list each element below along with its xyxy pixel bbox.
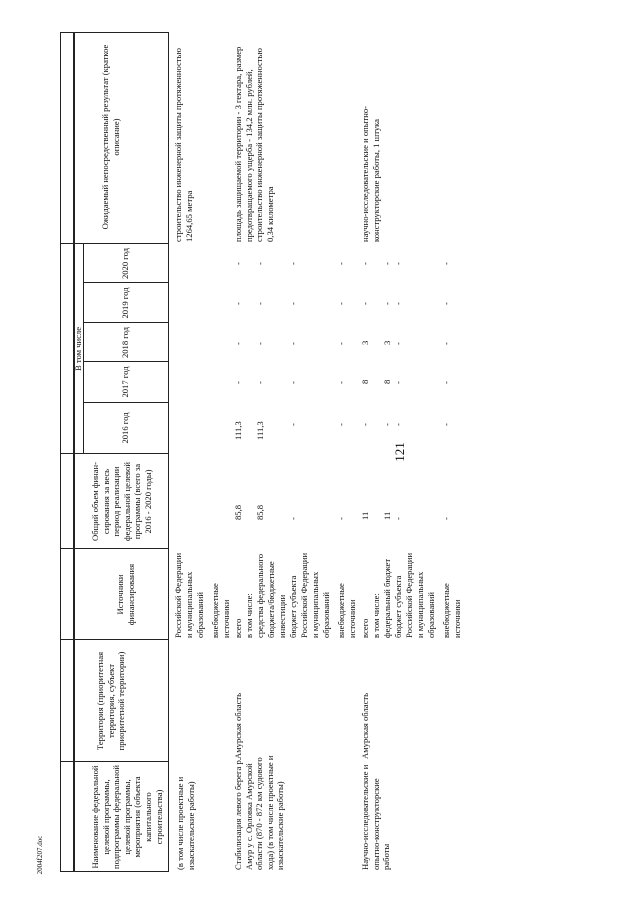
header-year-2017: 2017 год: [120, 366, 130, 398]
row3-territory: Амурская область: [360, 692, 370, 759]
row2-name: Стабилизация левого берега р. Амур у с. Орловка Амурской области (870 - 872 км судового хода) (в том числе проектные и изыскательские работы): [233, 755, 286, 870]
row1-result: строительство инженерной защиты протяженностью 1264,65 метра: [173, 48, 194, 242]
financing-table: Наименование федеральной целевой программы, подпрограммы федеральной целевой программы, мероприятия (объекта капитального строительства) Территория (приоритетная территория, субъект приоритетной территории) Источники финансирования Общий объем финан-сирования за весь период реализации федеральной целевой программы (всего за 2016 - 2020 годы) В том числе 2016 год 2017 год 2018 год 2019 год 2020 год Ожидаемый непосредственный результат (краткое описание) (в том числе проектные и изыскательские работы) Российской Федерации и муниципальных образований внебюджетные источники строительство инженерной защиты протяженностью 1264,65 метра Стабилизация левого берега р. Амур у с. Орловка Амурской области (870 - 872 км судового хода) (в том числе проектные и изыскательские работы) Амурская область всего в том числе: средства федерального бюджета/бюджетные инвестиции бюджет субъекта Российской Федерации и муниципальных образований внебюджетные источники 85,8 85,8 - - 111,3 111,3 - - - - - - - - - - - - - - - - - - площадь защищаемой территории - 3 гектара, размер предотвращаемого ущерба - 134,2 млн. рублей, строительство инженерной защиты протяженностью 0,34 километра Научно-исследовательские и опытно-конструкторские работы Амурская область всего в том числе: федеральный бюджет бюджет субъекта Российской Федерации и муниципальных образований внебюджетные источники 11 11 - - - - - - 8 8 - - 3 3 - - - - - - - - - - научно-исследовательские и опытно-конструкторские работы, 1 штука: [60, 32, 640, 872]
header-sources: Источники финансирования: [115, 563, 136, 626]
rotated-table-page: [60, 32, 640, 872]
row2-result: площадь защищаемой территории - 3 гектара, размер предотвращаемого ущерба - 134,2 млн. рублей, строительство инженерной защиты протяженностью 0,34 километра: [233, 46, 275, 242]
header-year-2020: 2020 год: [120, 247, 130, 280]
row2-territory: Амурская область: [233, 692, 243, 759]
page-number: 121: [392, 442, 407, 462]
header-total: Общий объем финан-сирования за весь период реализации федеральной целевой программы (всего за 2016 - 2020 годы): [90, 462, 153, 541]
row3-result: научно-исследовательские и опытно-конструкторские работы, 1 штука: [360, 105, 381, 242]
row1-name: (в том числе проектные и изыскательские работы): [175, 776, 196, 870]
header-including: В том числе: [73, 326, 83, 372]
header-name: Наименование федеральной целевой программы, подпрограммы федеральной целевой программы, мероприятия (объекта капитального строительства): [90, 765, 164, 869]
header-year-2019: 2019 год: [120, 287, 130, 319]
row3-name: Научно-исследовательские и опытно-конструкторские работы: [360, 764, 392, 870]
document-footer: 2004f207.doc: [36, 835, 44, 875]
header-territory: Территория (приоритетная территория, субъект приоритетной территории): [95, 651, 127, 751]
header-result: Ожидаемый непосредственный результат (краткое описание): [100, 44, 121, 230]
header-year-2016: 2016 год: [120, 412, 130, 444]
header-year-2018: 2018 год: [120, 326, 130, 359]
